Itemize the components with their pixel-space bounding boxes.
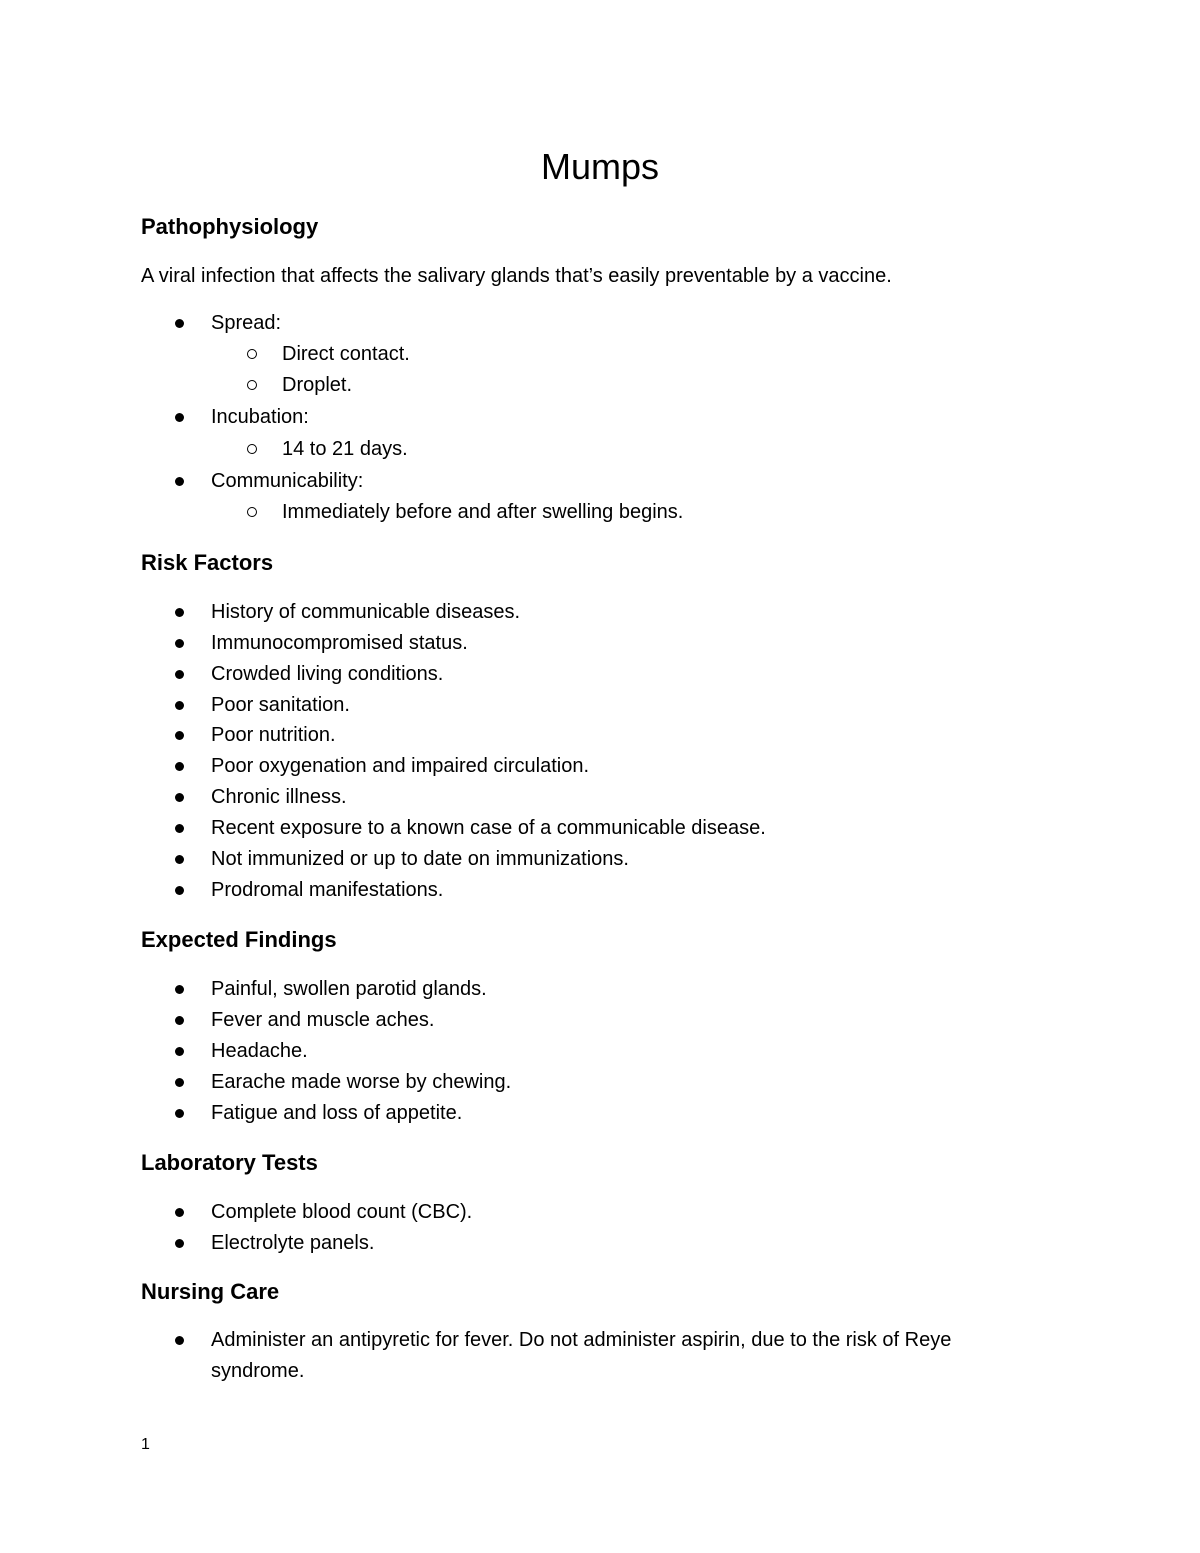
- list-item: Recent exposure to a known case of a communicable disease.: [211, 813, 766, 843]
- list-item: Spread:: [211, 308, 281, 338]
- bullet-icon: [175, 319, 184, 328]
- list-item: Communicability:: [211, 466, 363, 496]
- section-heading-laboratory-tests: Laboratory Tests: [141, 1150, 318, 1175]
- bullet-icon: [175, 1016, 184, 1025]
- bullet-icon: [175, 985, 184, 994]
- bullet-icon: [175, 413, 184, 422]
- bullet-icon: [175, 793, 184, 802]
- bullet-icon: [175, 670, 184, 679]
- bullet-icon: [175, 608, 184, 617]
- bullet-icon: [175, 639, 184, 648]
- sub-list-item: Direct contact.: [282, 339, 410, 369]
- list-item: Painful, swollen parotid glands.: [211, 974, 487, 1004]
- bullet-icon: [175, 1208, 184, 1217]
- bullet-icon: [175, 855, 184, 864]
- bullet-icon: [175, 1109, 184, 1118]
- list-item: Electrolyte panels.: [211, 1228, 374, 1258]
- list-item: Administer an antipyretic for fever. Do not administer aspirin, due to the risk of Reye syndrome.: [211, 1325, 1041, 1387]
- list-item: Fever and muscle aches.: [211, 1005, 434, 1035]
- list-item: Crowded living conditions.: [211, 659, 443, 689]
- bullet-icon: [175, 824, 184, 833]
- circle-bullet-icon: [247, 380, 257, 390]
- bullet-icon: [175, 1239, 184, 1248]
- list-item: Complete blood count (CBC).: [211, 1197, 472, 1227]
- list-item: Not immunized or up to date on immunizations.: [211, 844, 629, 874]
- pathophysiology-intro: A viral infection that affects the salivary glands that’s easily preventable by a vaccine.: [141, 265, 892, 287]
- circle-bullet-icon: [247, 349, 257, 359]
- bullet-icon: [175, 886, 184, 895]
- bullet-icon: [175, 477, 184, 486]
- list-item: Incubation:: [211, 402, 309, 432]
- bullet-icon: [175, 1047, 184, 1056]
- list-item: Poor sanitation.: [211, 690, 350, 720]
- section-heading-pathophysiology: Pathophysiology: [141, 214, 319, 239]
- list-item: Prodromal manifestations.: [211, 875, 443, 905]
- list-item: Immunocompromised status.: [211, 628, 468, 658]
- circle-bullet-icon: [247, 507, 257, 517]
- bullet-icon: [175, 1078, 184, 1087]
- list-item: Chronic illness.: [211, 782, 347, 812]
- bullet-icon: [175, 1336, 184, 1345]
- document-title: Mumps: [540, 146, 660, 187]
- section-heading-nursing-care: Nursing Care: [141, 1279, 280, 1304]
- list-item: Fatigue and loss of appetite.: [211, 1098, 462, 1128]
- sub-list-item: Droplet.: [282, 370, 352, 400]
- list-item: Earache made worse by chewing.: [211, 1067, 511, 1097]
- list-item: Headache.: [211, 1036, 308, 1066]
- bullet-icon: [175, 762, 184, 771]
- bullet-icon: [175, 701, 184, 710]
- sub-list-item: 14 to 21 days.: [282, 434, 408, 464]
- sub-list-item: Immediately before and after swelling begins.: [282, 497, 683, 527]
- list-item: Poor nutrition.: [211, 720, 336, 750]
- section-heading-expected-findings: Expected Findings: [141, 927, 337, 952]
- circle-bullet-icon: [247, 444, 257, 454]
- list-item: Poor oxygenation and impaired circulation.: [211, 751, 589, 781]
- page-number: 1: [141, 1436, 150, 1453]
- section-heading-risk-factors: Risk Factors: [141, 550, 274, 575]
- list-item: History of communicable diseases.: [211, 597, 520, 627]
- bullet-icon: [175, 731, 184, 740]
